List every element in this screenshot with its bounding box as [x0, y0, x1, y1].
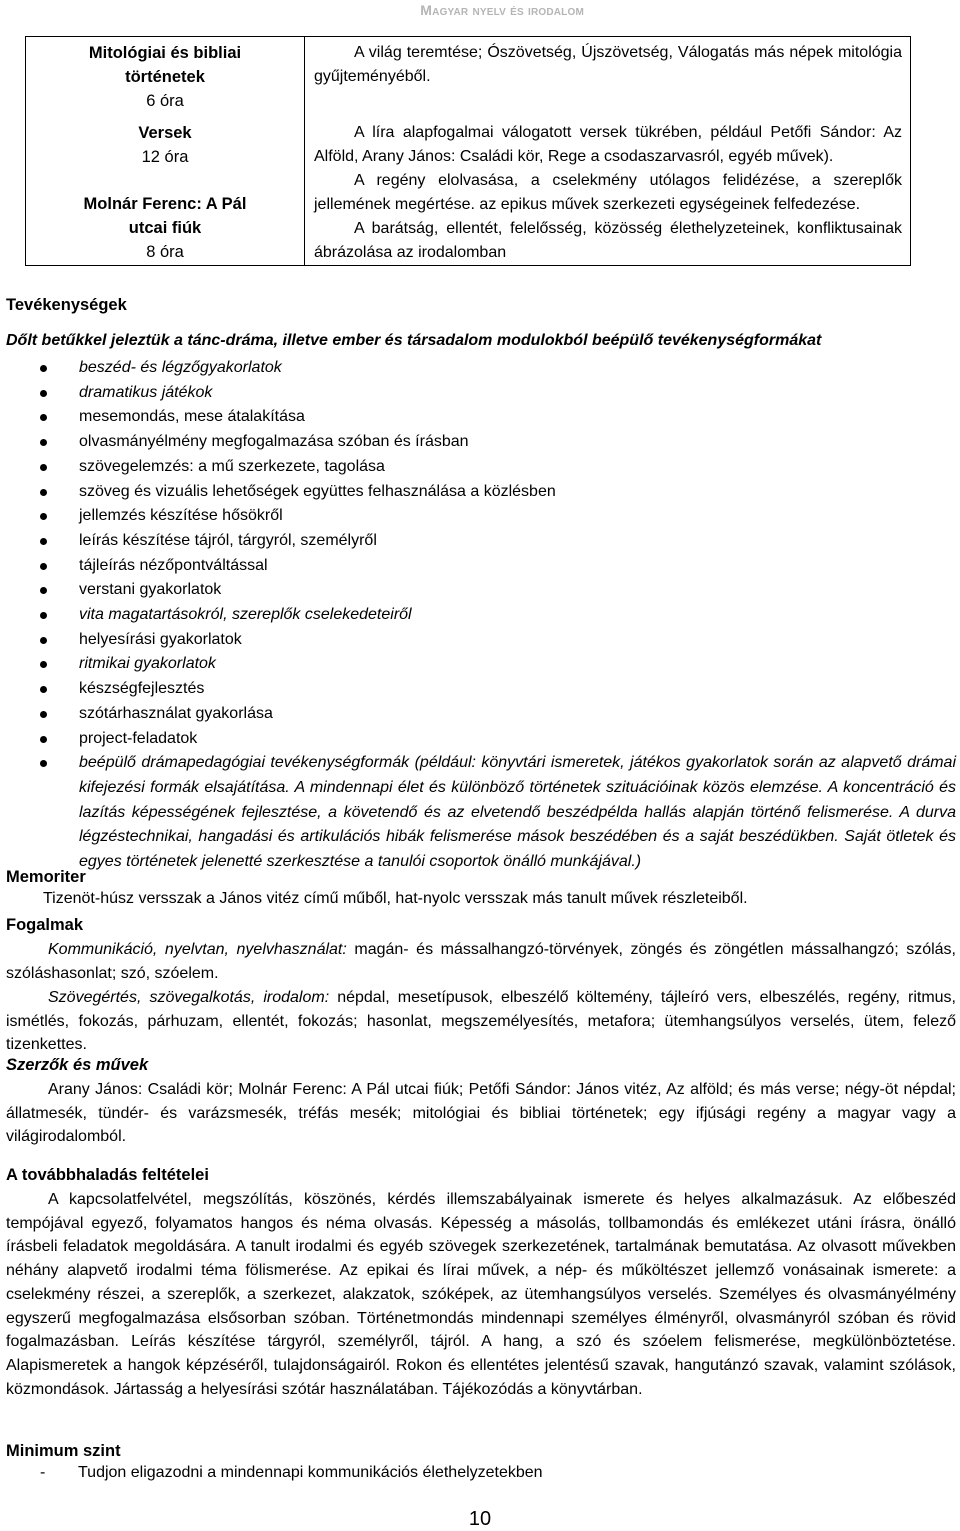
- list-item: [0, 603, 960, 628]
- bullet-icon: [40, 760, 47, 767]
- minimum-heading: Minimum szint: [6, 1442, 121, 1460]
- tovabbhaladas-paragraph: [6, 1188, 956, 1401]
- topic-line: Mitológiai és bibliai: [88, 44, 242, 62]
- table-divider: [304, 37, 305, 265]
- fogalmak-paragraph-2: [6, 986, 956, 1057]
- bullet-icon: [40, 612, 47, 619]
- topic-hours: 8 óra: [146, 243, 184, 261]
- list-item: [0, 430, 960, 455]
- list-item-text: szövegelemzés: a mű szerkezete, tagolása: [79, 457, 385, 475]
- running-header: Magyar nyelv és irodalom: [420, 2, 584, 18]
- topic-line: Versek: [138, 124, 192, 142]
- activities-list: [0, 356, 960, 875]
- list-item-text: jellemzés készítése hősökről: [79, 507, 283, 525]
- list-item-text: beépülő drámapedagógiai tevékenységformák (például: könyvtári ismeretek, játékos gyakorlatok során az alapvető drámai kifejezési formák elsajátítása. A mindennapi élet és különböző történetek szituációinak közös elemzése. A koncentráció és lazítás képességének fejlesztése, a követendő és az elvetendő beszédpélda hallás alapján történő felismerése. A durva légzéstechnikai, hangadási és artikulációs hibák felismerése mások beszédében és a saját beszédükben. Saját ötletek és egyes történetek jelenetté szerkesztése a tanulói csoportok önálló munkájával.): [79, 754, 956, 871]
- bullet-icon: [40, 414, 47, 421]
- topic-hours: 12 óra: [141, 148, 189, 166]
- dash-marker: -: [40, 1464, 46, 1481]
- topic-description: A líra alapfogalmai válogatott versek tükrében, például Petőfi Sándor: Az Alföld, Arany János: Családi kör, Rege a csodaszarvasról, egyéb művek).: [314, 124, 902, 165]
- bullet-icon: [40, 587, 47, 594]
- topic-cell-mitologia: [26, 41, 304, 113]
- bullet-icon: [40, 736, 47, 743]
- list-item-text: beszéd- és légzőgyakorlatok: [79, 359, 282, 376]
- minimum-list-item: [40, 1464, 543, 1482]
- memoriter-heading: Memoriter: [6, 868, 86, 886]
- topic-desc-mitologia: [314, 41, 902, 89]
- list-item: [0, 652, 960, 677]
- szerzok-heading: Szerzők és művek: [6, 1056, 149, 1074]
- bullet-icon: [40, 513, 47, 520]
- list-item-text: project-feladatok: [79, 729, 198, 747]
- topic-line: Molnár Ferenc: A Pál: [83, 195, 247, 213]
- fogalmak-paragraph-1: [6, 938, 956, 985]
- list-item-text: leírás készítése tájról, tárgyról, személyről: [79, 531, 377, 549]
- topic-description: A barátság, ellentét, felelősség, közösség élethelyzeteinek, konfliktusainak ábrázolása az irodalomban: [314, 220, 902, 261]
- tovabbhaladas-text: A kapcsolatfelvétel, megszólítás, köszönés, kérdés illemszabályainak ismerete és helyes alkalmazásuk. Az előbeszéd tempójával egyező, folyamatos hangos és néma olvasás. Képesség a másolás, tollbamondás és emlékezet utáni írásra, önálló írásbeli feladatok megoldására. A tanult irodalmi és egyéb szövegek szerkezetének, tartalmának bemutatása. Az olvasott művekben néhány alapvető irodalmi téma fölismerése. Az epikai és lírai művek, a nép- és műköltészet jellemző vonásainak ismerete: a cselekmény részei, a szereplők, a szerkezet, alakzatok, szóképek, az ütemhangsúlyos verselés. Személyes és olvasmányélmény egyszerű megfogalmazása elsősorban szóban. Történetmondás mindennapi személyes élményről, olvasmányról szóban és rövid fogalmazásban. Leírás készítése tárgyról, személyről, tájról. A hang, a szó és szóelem felismerése, megkülönböztetése. Alapismeretek a hangok képzéséről, tulajdonságairól. Rokon és ellentétes jelentésű szavak, hangutánzó szavak, valamint szólások, közmondások. Jártasság a helyesírási szótár használatában. Tájékozódás a könyvtárban.: [6, 1191, 956, 1398]
- list-item: [0, 529, 960, 554]
- fogalmak-label: Kommunikáció, nyelvtan, nyelvhasználat:: [48, 941, 347, 958]
- list-item-text: verstani gyakorlatok: [79, 581, 222, 599]
- list-item: [0, 554, 960, 579]
- topic-desc-versek: [314, 121, 902, 169]
- list-item: [0, 480, 960, 505]
- topic-table: [25, 36, 911, 266]
- bullet-icon: [40, 661, 47, 668]
- tovabbhaladas-heading: A továbbhaladás feltételei: [6, 1166, 209, 1184]
- bullet-icon: [40, 637, 47, 644]
- szerzok-paragraph: [6, 1078, 956, 1149]
- fogalmak-text: magán- és mássalhangzó-törvények, zöngés és zöngétlen mássalhangzó; szólás, szóláshasonlat; szó, szóelem.: [6, 941, 956, 982]
- list-item: [0, 455, 960, 480]
- list-item-text: készségfejlesztés: [79, 680, 205, 698]
- bullet-icon: [40, 464, 47, 471]
- activities-heading: Tevékenységek: [6, 296, 127, 314]
- list-item: [0, 381, 960, 406]
- topic-cell-versek: [26, 121, 304, 169]
- list-item-text: mesemondás, mese átalakítása: [79, 408, 305, 426]
- memoriter-text: Tizenöt-húsz versszak a János vitéz című műből, hat-nyolc versszak más tanult művek részleteiből.: [43, 890, 748, 907]
- topic-description: A világ teremtése; Ószövetség, Újszövetség, Válogatás más népek mitológia gyűjteményéből.: [314, 44, 902, 85]
- list-item-text: olvasmányélmény megfogalmazása szóban és írásban: [79, 433, 469, 451]
- activities-intro: Dőlt betűkkel jeleztük a tánc-dráma, illetve ember és társadalom modulokból beépülő tevékenységformákat: [6, 332, 822, 349]
- bullet-icon: [40, 390, 47, 397]
- list-item-text: szöveg és vizuális lehetőségek együttes felhasználása a közlésben: [79, 482, 556, 500]
- list-item: [0, 677, 960, 702]
- list-item: [0, 751, 960, 875]
- minimum-item-text: Tudjon eligazodni a mindennapi kommunikációs élethelyzetekben: [78, 1464, 543, 1481]
- szerzok-text: Arany János: Családi kör; Molnár Ferenc: A Pál utcai fiúk; Petőfi Sándor: János vitéz, Az alföld; és más verse; négy-öt népdal; állatmesék, tündér- és varázsmesék, tréfás mesék; mitológiai és bibliai történetek; egy ifjúsági regény a magyar vagy a világirodalomból.: [6, 1081, 956, 1146]
- list-item: [0, 628, 960, 653]
- list-item: [0, 578, 960, 603]
- list-item: [0, 405, 960, 430]
- topic-hours: 6 óra: [146, 92, 184, 110]
- page-number: 10: [468, 1508, 492, 1530]
- list-item: [0, 727, 960, 752]
- fogalmak-label: Szövegértés, szövegalkotás, irodalom:: [48, 989, 330, 1006]
- fogalmak-text: népdal, mesetípusok, elbeszélő költemény, tájleíró vers, elbeszélés, regény, ritmus, ismétlés, fokozás, párhuzam, ellentét, fokozás; hasonlat, megszemélyesítés, metafora; ütemhangsúlyos verselés, ütem, felező tizenkettes.: [6, 989, 956, 1054]
- topic-description: A regény elolvasása, a cselekmény utólagos felidézése, a szereplők jellemének megértése. az epikus művek szerkezeti egységeinek felfedezése.: [314, 172, 902, 213]
- list-item-text: szótárhasználat gyakorlása: [79, 704, 273, 722]
- topic-line: történetek: [125, 68, 205, 86]
- bullet-icon: [40, 686, 47, 693]
- list-item-text: ritmikai gyakorlatok: [79, 655, 216, 673]
- topic-cell-pal-utcai: [26, 192, 304, 264]
- list-item-text: helyesírási gyakorlatok: [79, 630, 242, 648]
- fogalmak-heading: Fogalmak: [6, 916, 84, 934]
- topic-desc-pal-utcai: [314, 169, 902, 265]
- bullet-icon: [40, 563, 47, 570]
- list-item-text: tájleírás nézőpontváltással: [79, 556, 268, 574]
- bullet-icon: [40, 711, 47, 718]
- bullet-icon: [40, 489, 47, 496]
- list-item: [0, 356, 960, 381]
- list-item: [0, 504, 960, 529]
- bullet-icon: [40, 365, 47, 372]
- bullet-icon: [40, 439, 47, 446]
- topic-line: utcai fiúk: [128, 219, 202, 237]
- list-item-text: dramatikus játékok: [79, 383, 213, 401]
- list-item: [0, 702, 960, 727]
- bullet-icon: [40, 538, 47, 545]
- list-item-text: vita magatartásokról, szereplők cselekedeteiről: [79, 606, 412, 624]
